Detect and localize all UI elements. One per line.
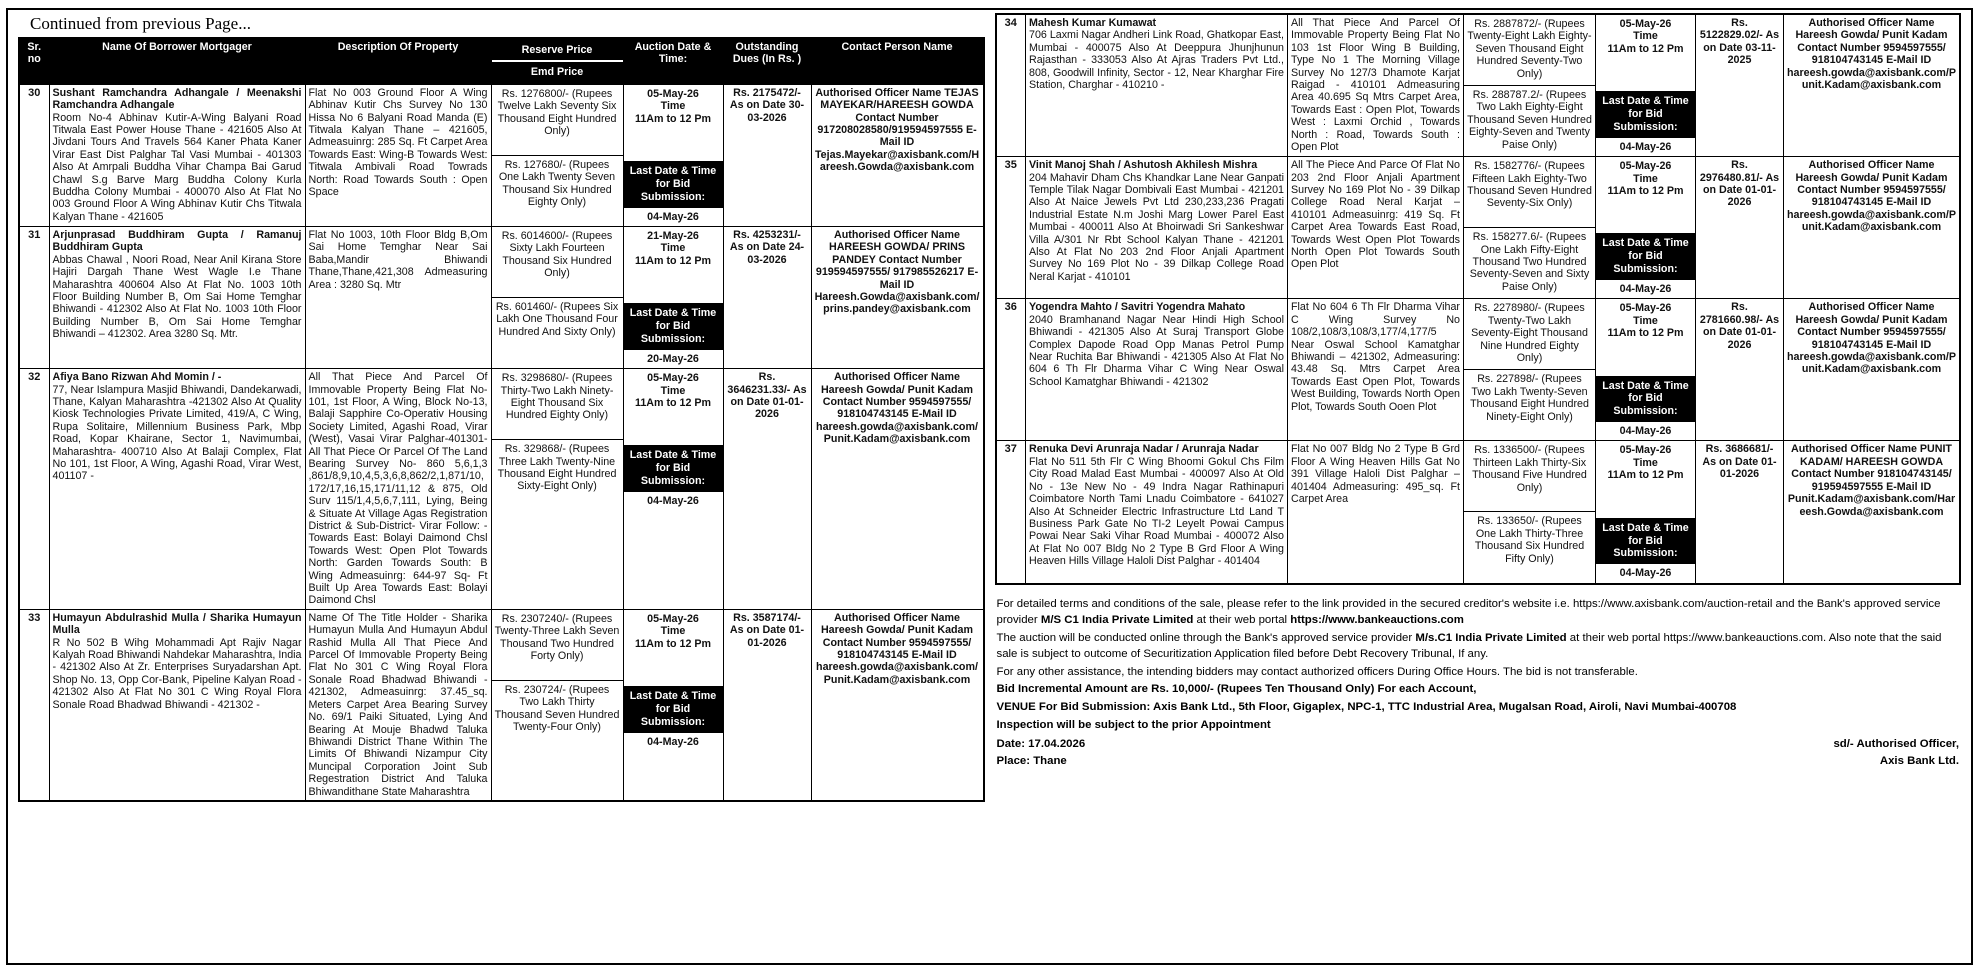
- row-serial: 32: [19, 369, 49, 610]
- footer-text: at their web portal: [1193, 613, 1291, 626]
- row-serial: 31: [19, 226, 49, 368]
- footer-text: Inspection will be subject to the prior Appointment: [996, 719, 1271, 732]
- emd-price-value: Rs. 127680/- (Rupees One Lakh Twenty Seven Thousand Six Hundred Eighty Only): [492, 155, 623, 214]
- row-serial: 33: [19, 609, 49, 801]
- col-header-name: Name Of Borrower Mortgager: [49, 38, 305, 84]
- auction-row: [996, 14, 1961, 157]
- outstanding-dues-cell: Rs. 5122829.02/- As on Date 03-11-2025: [1696, 14, 1784, 157]
- auction-hours: 11Am to 12 Pm: [634, 254, 712, 267]
- right-column: [995, 13, 1962, 957]
- auction-time-label: Time: [1633, 30, 1658, 43]
- auction-time-label: Time: [1633, 314, 1658, 327]
- auction-date-value: 05-May-26: [1619, 160, 1672, 173]
- row-serial: 30: [19, 84, 49, 226]
- borrower-name-cell: [1026, 157, 1288, 299]
- reserve-price-value: Rs. 6014600/- (Rupees Sixty Lakh Fourteen Thousand Six Hundred Only): [501, 229, 613, 280]
- auction-date-value: 21-May-26: [647, 229, 699, 242]
- borrower-name-cell: [49, 369, 305, 610]
- row-serial: 36: [996, 299, 1026, 441]
- auction-time-label: Time: [660, 242, 686, 255]
- emd-price-value: Rs. 601460/- (Rupees Six Lakh One Thousand Four Hundred And Sixty Only): [492, 297, 623, 343]
- left-column: [18, 13, 985, 957]
- borrower-address: 706 Laxmi Nagar Andheri Link Road, Ghatkopar East, Mumbai - 400075 Also At Deeppura Jhunjhunun Rajasthan - 333053 Also At Ajras Traders Pvt Ltd., 808, Goodwill Infinity, Sector - 12, Near Kharghar Fire Station, Charghar - 410210 -: [1029, 29, 1284, 92]
- footer-text: M/s.C1 India Private Limited: [1415, 631, 1567, 644]
- bid-submission-label: Last Date & Time for Bid Submission:: [1596, 376, 1695, 423]
- footer-text: at their web portal https://www.bankeauctions.com. Also note that the said sale is subject to outcome of Securitization Application filed before Debt Recovery Tribunal, If any.: [996, 631, 1942, 660]
- reserve-price-value: Rs. 3298680/- (Rupees Thirty-Two Lakh Ninety-Eight Thousand Six Hundred Eighty Only): [500, 372, 614, 422]
- last-bid-date: 20-May-26: [647, 352, 699, 365]
- reserve-price-value: Rs. 1276800/- (Rupees Twelve Lakh Seventy Six Thousand Eight Hundred Only): [497, 87, 617, 138]
- auction-cell: [623, 226, 723, 368]
- last-bid-date: 04-May-26: [1619, 425, 1672, 438]
- outstanding-dues-cell: Rs. 2175472/- As on Date 30-03-2026: [723, 84, 811, 226]
- footer-text: For detailed terms and conditions of the sale, please refer to the link provided in the secured creditor's website i.e. https://www.axisbank.com/auction-retail and the Bank's approved service provider: [996, 597, 1941, 626]
- row-serial: 37: [996, 441, 1026, 584]
- signature-line-1: sd/- Authorised Officer,: [1833, 738, 1959, 751]
- footer-text: The auction will be conducted online through the Bank's approved service provider: [996, 631, 1416, 644]
- emd-price-value: Rs. 133650/- (Rupees One Lakh Thirty-Three Thousand Six Hundred Fifty Only): [1464, 511, 1595, 570]
- auction-date-value: 05-May-26: [1619, 302, 1672, 315]
- auction-row: [19, 609, 984, 801]
- notice-place: Place: Thane: [996, 755, 1067, 768]
- bid-submission-label: Last Date & Time for Bid Submission:: [1596, 518, 1695, 565]
- borrower-name-cell: [1026, 441, 1288, 584]
- row-serial: 34: [996, 14, 1026, 157]
- col-header-outstanding: Outstanding Dues (In Rs. ): [723, 38, 811, 84]
- outstanding-dues-cell: Rs. 3646231.33/- As on Date 01-01-2026: [723, 369, 811, 610]
- emd-price-value: Rs. 329868/- (Rupees Three Lakh Twenty-Nine Thousand Eight Hundred Sixty-Eight Only): [492, 439, 623, 498]
- outstanding-dues-cell: Rs. 2976480.81/- As on Date 01-01-2026: [1696, 157, 1784, 299]
- auction-date-block: [1596, 15, 1695, 57]
- auction-hours: 11Am to 12 Pm: [1607, 327, 1684, 340]
- footer-text: https://www.bankeauctions.com: [1290, 613, 1464, 626]
- outstanding-dues-cell: Rs. 3587174/- As on Date 01-01-2026: [723, 609, 811, 801]
- auction-date-block: [624, 85, 723, 127]
- auction-cell: [1596, 157, 1696, 299]
- footer-line: [997, 718, 1960, 734]
- last-bid-date: 04-May-26: [1619, 140, 1672, 153]
- borrower-title: Vinit Manoj Shah / Ashutosh Akhilesh Mishra: [1029, 159, 1258, 172]
- col-header-sr: Sr. no: [19, 38, 49, 84]
- property-description-cell: All The Piece And Parce Of Flat No 203 2nd Floor Anjali Apartment Survey No 169 Plot No - 39 Dilkap College Road Neral Karjat – 410101 Admeasuinrg: 419 Sq. Ft Carpet Area Towards East Road, Towards West Open Plot Towards North Open Plot Towards South Open Plot: [1288, 157, 1464, 299]
- auction-row: [996, 157, 1961, 299]
- bid-submission-label: Last Date & Time for Bid Submission:: [624, 303, 723, 350]
- reserve-price-value: Rs. 2887872/- (Rupees Twenty-Eight Lakh Eighty-Seven Thousand Eight Hundred Seventy-Two Only): [1467, 18, 1592, 80]
- price-cell: [1464, 441, 1596, 584]
- property-description-cell: Name Of The Title Holder - Sharika Humayun Mulla And Humayun Abdul Rashid Mulla All That Piece And Parcel Of Immovable Property Being Flat No 301 C Wing Royal Flora Sonale Road Bhadwad Bhiwandi - 421302, Admeasuinrg: 37.45_sq. Meters Carpet Area Bearing Survey No. 69/1 Paiki Situated, Lying And Bearing At Mouje Bhadwd Taluka Bhiwandi District Thane Within The Limits Of Bhiwandi Nizampur City Muncipal Corporation Joint Sub Regestration District And Taluka Bhiwandithane State Maharashtra: [305, 609, 491, 801]
- footer-line: [997, 631, 1960, 663]
- signature-block: [997, 736, 1960, 770]
- col-header-reserve-price: Reserve Price: [521, 44, 593, 56]
- auction-row: [19, 84, 984, 226]
- reserve-price-value: Rs. 2278980/- (Rupees Twenty-Two Lakh Seventy-Eight Thousand Nine Hundred Eighty Only): [1471, 302, 1588, 364]
- outstanding-dues-cell: Rs. 4253231/- As on Date 24-03-2026: [723, 226, 811, 368]
- borrower-title: Yogendra Mahto / Savitri Yogendra Mahato: [1029, 301, 1246, 314]
- borrower-title: Afiya Bano Rizwan Ahd Momin / -: [52, 371, 222, 384]
- bid-submission-label: Last Date & Time for Bid Submission:: [624, 445, 723, 492]
- footer-line: [997, 597, 1960, 629]
- date-place-block: [997, 736, 1086, 770]
- borrower-address: Room No-4 Abhinav Kutir-A-Wing Balyani Road Titwala East Power House Thane - 421605 Also At Jivdani Tours And Travels 564 Kaner Phata Kaner Virar East Dist Palghar Tal Vasi Mumbai - 401303 Also At Amrpali Buddha Vihar Champa Bai Garud Chawl S.g Barve Marg Buddha Colony Kurla Buddha Colony Mumbai - 400070 Also At Flat No 003 Ground Floor A Wing Abhinav Kutir Chs Titwala Kalyan Thane - 421605: [52, 111, 302, 223]
- borrower-address: 2040 Bramhanand Nagar Near Hindi High School Bhiwandi - 421305 Also At Suraj Transport Globe Complex Dapode Road Opp Manas Petrol Pump Near Ruchita Bar Bhiwandi - 421305 Also At Flat No 604 6 Th Flr Dharma Vihar C Wing Near Oswal School Kamatghar Bhiwandi - 421302: [1029, 313, 1284, 388]
- auction-table-left: [18, 37, 985, 802]
- auction-cell: [623, 609, 723, 801]
- auction-date-block: [624, 369, 723, 411]
- bid-submission-label: Last Date & Time for Bid Submission:: [1596, 91, 1695, 138]
- footer-lines: [997, 597, 1960, 735]
- outstanding-dues-cell: Rs. 2781660.98/- As on Date 01-01-2026: [1696, 299, 1784, 441]
- officer-signature: [1833, 736, 1959, 770]
- auction-date-value: 05-May-26: [647, 87, 699, 100]
- auction-cell: [1596, 441, 1696, 584]
- auction-hours: 11Am to 12 Pm: [1607, 469, 1684, 482]
- auction-cell: [1596, 14, 1696, 157]
- auction-row: [19, 369, 984, 610]
- auction-time-label: Time: [660, 625, 686, 638]
- auction-hours: 11Am to 12 Pm: [634, 637, 712, 650]
- col-header-emd-price: Emd Price: [492, 60, 623, 83]
- footer-line: [997, 700, 1960, 716]
- contact-person-cell: Authorised Officer Name Hareesh Gowda/ Punit Kadam Contact Number 9594597555/ 918104743145 E-Mail ID hareesh.gowda@axisbank.com/Punit.Kadam@axisbank.com: [1784, 157, 1961, 299]
- emd-price-value: Rs. 158277.6/- (Rupees One Lakh Fifty-Eight Thousand Two Hundred Seventy-Seven and Sixty Paise Only): [1464, 227, 1595, 298]
- emd-price-value: Rs. 230724/- (Rupees Two Lakh Thirty Thousand Seven Hundred Twenty-Four Only): [492, 680, 623, 739]
- borrower-title: Sushant Ramchandra Adhangale / Meenakshi Ramchandra Adhangale: [52, 86, 302, 112]
- col-header-price: [491, 38, 623, 84]
- last-bid-date: 04-May-26: [647, 735, 699, 748]
- reserve-price-value: Rs. 2307240/- (Rupees Twenty-Three Lakh Seven Thousand Two Hundred Forty Only): [494, 612, 620, 663]
- contact-person-cell: Authorised Officer Name Hareesh Gowda/ Punit Kadam Contact Number 9594597555/ 918104743145 E-Mail ID hareesh.gowda@axisbank.com/Punit.Kadam@axisbank.com: [811, 609, 984, 801]
- page-frame: [6, 8, 1973, 965]
- auction-hours: 11Am to 12 Pm: [634, 112, 712, 125]
- property-description-cell: Flat No 604 6 Th Flr Dharma Vihar C Wing Survey No 108/2,108/3,108/3,177/4,177/5 Near Oswal School Kamatghar Bhiwandi – 421302, Admeasuring: 43.48 Sq. Mtrs Carpet Area Towards East Open Plot, Towards West Building, Towards North Open Plot, Towards South Ooen Plot: [1288, 299, 1464, 441]
- auction-date-block: [624, 227, 723, 269]
- footer-text: Bid Incremental Amount are Rs. 10,000/- (Rupees Ten Thousand Only) For each Account,: [996, 683, 1477, 696]
- auction-table-right: [995, 13, 1962, 585]
- outstanding-dues-cell: Rs. 3686681/- As on Date 01-01-2026: [1696, 441, 1784, 584]
- auction-hours: 11Am to 12 Pm: [1607, 184, 1684, 197]
- contact-person-cell: Authorised Officer Name Hareesh Gowda/ Punit Kadam Contact Number 9594597555/ 918104743145 E-Mail ID hareesh.gowda@axisbank.com/Punit.Kadam@axisbank.com: [1784, 299, 1961, 441]
- property-description-cell: All That Piece And Parcel Of Immovable Property Being Flat No 103 1st Floor Wing B Building, Type No 1 The Morning Village Survey No 127/3 Dhamote Karjat Raigad - 410101 Admeasuring Area 40.695 Sq Mtrs Carpet Area, Towards East : Open Plot, Towards West : Laxmi Orchid , Towards North : Road, Towards South : Open Plot: [1288, 14, 1464, 157]
- auction-date-block: [1596, 299, 1695, 341]
- auction-row: [996, 299, 1961, 441]
- auction-hours: 11Am to 12 Pm: [634, 396, 712, 409]
- property-description-cell: All That Piece And Parcel Of Immovable Property Being Flat No-101, 1st Floor, A Wing, Block No-13, Balaji Sapphire Co-Operativ Housing Society Limited, Agashi Road, Virar (West), Vasai Virar Palghar-401301- All That Piece Or Parcel Of The Land Bearing Survey No- 860 5,6,1,3 ,861/8,9,10,4,5,3,6,8,862/2,1,871/10,172/17,16,15,171/11,12 & 875, Old Surv 115/1,4,5,6,7,111, Lying, Being & Situate At Village Agas Registration District & Sub-District- Virar Follow: -Towards East: Bolayi Daimond Chsl Towards West: Open Plot Towards North: Garden Towards South: B Wing Admeasuinrg: 644-97 Sq- Ft Built Up Area Towards East: Bolayi Daimond Chsl: [305, 369, 491, 610]
- property-description-cell: Flat No 007 Bldg No 2 Type B Grd Floor A Wing Heaven Hills Gat No 391 Village Haloli Dist Palghar – 401404 Admeasuring: 495_sq. Ft Carpet Area: [1288, 441, 1464, 584]
- borrower-address: Flat No 511 5th Flr C Wing Bhoomi Gokul Chs Film City Road Malad East Mumbai - 400097 Also At Old No - 13e New No - 49 Indra Nagar Rathinapuri Coimbatore North Tami Lnadu Coimbatore - 641027 Also At Schneider Electric Infrastructure Ltd Land T Business Park Gate No TI-2 Leyelt Powai Campus Powai Near Saki Vihar Road Mumbai - 400072 Also At Flat No 007 Bldg No 2 Type B Grd Floor A Wing Heaven Hills Village Haloli Dist Palghar - 401404: [1029, 455, 1284, 568]
- reserve-price-value: Rs. 1336500/- (Rupees Thirteen Lakh Thirty-Six Thousand Five Hundred Only): [1472, 444, 1587, 494]
- borrower-address: R No 502 B Wihg Mohammadi Apt Rajiv Nagar Kalyah Road Bhiwandi Nahdekar Maharashtra, India - 421302 Also At Zr. Enterprises Suryadarshan Apt. Shop No. 13, Opp Cor-Bank, Pipeline Kalyan Road - 421302 Also At Flat No 301 C Wing Royal Flora Sonale Road Bhadwad Bhiwandi - 421302 -: [52, 636, 302, 711]
- last-bid-date: 04-May-26: [1619, 282, 1672, 295]
- contact-person-cell: Authorised Officer Name TEJAS MAYEKAR/HAREESH GOWDA Contact Number 917208028580/919594597555 E-Mail ID Tejas.Mayekar@axisbank.com/Hareesh.Gowda@axisbank.com: [811, 84, 984, 226]
- price-cell: [491, 226, 623, 368]
- terms-footer: [995, 585, 1962, 771]
- col-header-auction: Auction Date & Time:: [623, 38, 723, 84]
- auction-cell: [623, 84, 723, 226]
- auction-date-value: 05-May-26: [647, 612, 699, 625]
- borrower-name-cell: [1026, 299, 1288, 441]
- bid-submission-label: Last Date & Time for Bid Submission:: [624, 161, 723, 208]
- auction-time-label: Time: [1633, 172, 1658, 185]
- col-header-description: Description Of Property: [305, 38, 491, 84]
- notice-date: Date: 17.04.2026: [996, 738, 1086, 751]
- contact-person-cell: Authorised Officer Name Hareesh Gowda/ Punit Kadam Contact Number 9594597555/ 918104743145 E-Mail ID hareesh.gowda@axisbank.com/Punit.Kadam@axisbank.com: [811, 369, 984, 610]
- auction-cell: [623, 369, 723, 610]
- borrower-title: Renuka Devi Arunraja Nadar / Arunraja Nadar: [1029, 443, 1259, 456]
- borrower-title: Arjunprasad Buddhiram Gupta / Ramanuj Buddhiram Gupta: [52, 228, 302, 254]
- price-cell: [1464, 157, 1596, 299]
- auction-time-label: Time: [660, 384, 686, 397]
- borrower-title: Humayun Abdulrashid Mulla / Sharika Humayun Mulla: [52, 611, 302, 637]
- footer-text: For any other assistance, the intending bidders may contact authorized officers During Office Hours. The bid is not transferable.: [996, 665, 1638, 678]
- auction-hours: 11Am to 12 Pm: [1607, 42, 1684, 55]
- auction-row: [996, 441, 1961, 584]
- auction-date-value: 05-May-26: [647, 372, 699, 385]
- auction-time-label: Time: [660, 100, 686, 113]
- auction-time-label: Time: [1633, 456, 1658, 469]
- price-cell: [491, 369, 623, 610]
- emd-price-value: Rs. 288787.2/- (Rupees Two Lakh Eighty-Eight Thousand Seven Hundred Eighty-Seven and Twenty Paise Only): [1464, 85, 1595, 156]
- property-description-cell: Flat No 003 Ground Floor A Wing Abhinav Kutir Chs Survey No 130 Hissa No 6 Balyani Road Manda (E) Titwala Kalyan Thane – 421605, Admeasuinrg: 285 Sq. Ft Carpet Area Towards East: Wing-B Towards West: Titwala Ambivali Road Towrads North: Road Towards South : Open Space: [305, 84, 491, 226]
- bid-submission-label: Last Date & Time for Bid Submission:: [624, 686, 723, 733]
- footer-text: M/S C1 India Private Limited: [1040, 613, 1194, 626]
- last-bid-date: 04-May-26: [647, 494, 699, 507]
- continued-note: Continued from previous Page...: [30, 14, 251, 33]
- reserve-price-value: Rs. 1582776/- (Rupees Fifteen Lakh Eighty-Two Thousand Seven Hundred Seventy-Six Only): [1467, 160, 1592, 210]
- auction-date-block: [624, 610, 723, 652]
- price-cell: [491, 609, 623, 801]
- footer-line: [997, 682, 1960, 698]
- price-cell: [1464, 299, 1596, 441]
- contact-person-cell: Authorised Officer Name PUNIT KADAM/ HAREESH GOWDA Contact Number 918104743145/ 919594597555 E-Mail ID Punit.Kadam@axisbank.com/Hareesh.Gowda@axisbank.com: [1784, 441, 1961, 584]
- last-bid-date: 04-May-26: [1619, 567, 1672, 580]
- auction-date-value: 05-May-26: [1619, 18, 1672, 30]
- borrower-name-cell: [49, 84, 305, 226]
- auction-cell: [1596, 299, 1696, 441]
- col-header-contact: Contact Person Name: [811, 38, 984, 84]
- borrower-address: 77, Near Islampura Masjid Bhiwandi, Dandekarwadi, Thane, Kalyan Maharashtra -421302 Also At Quality Kiosk Technologies Private Limited, 419/A, C Wing, Rupa Solitaire, Millennium Business Park, Mbp Road, Kopar Khairane, Sector 1, Navimumbai, Maharashtra- 400710 Also At Balaji Complex, Flat No 101, 1st Floor, A Wing, Agashi Road, Virar West, 401107 -: [52, 383, 302, 483]
- table-header: [19, 38, 984, 84]
- price-cell: [1464, 14, 1596, 157]
- emd-price-value: Rs. 227898/- (Rupees Two Lakh Twenty-Seven Thousand Eight Hundred Ninety-Eight Only): [1464, 369, 1595, 428]
- last-bid-date: 04-May-26: [647, 210, 699, 223]
- borrower-address: Abbas Chawal , Noori Road, Near Anil Kirana Store Hajiri Dargah Thane West Wagle I.e Thane Maharashtra 400604 Also At Flat No. 1003 10th Floor Building Number B, Om Sai Home Temghar Bhiwandi - 412302 Also At Flat No. 1003 10th Floor Building Number B, Om Sai Home Temghar Bhiwandi – 412302. Area 3280 Sq. Mtr.: [52, 253, 302, 341]
- auction-date-block: [1596, 441, 1695, 483]
- borrower-name-cell: [49, 609, 305, 801]
- borrower-address: 204 Mahavir Dham Chs Khandkar Lane Near Ganpati Temple Tilak Nagar Dombivali East Mumbai - 421201 Also At Naice Jewels Pvt Ltd 230,233,236 Pragati Industrial Estate N.m Joshi Marg Lower Parel East Mumbai - 400011 Also At Bhoirwadi Sri Sankeshwar Villa A/301 Nr Rbt School Kalyan Thane - 421201 Also At Flat No 203 2nd Floor Anjali Apartment Survey No 169 Plot No - 39 Dilkap College Road Neral Karjat - 410101: [1029, 171, 1284, 283]
- auction-row: [19, 226, 984, 368]
- auction-date-block: [1596, 157, 1695, 199]
- price-cell: [491, 84, 623, 226]
- footer-line: [997, 665, 1960, 681]
- footer-text: VENUE For Bid Submission: Axis Bank Ltd., 5th Floor, Gigaplex, NPC-1, TTC Industrial Area, Mugalsan Road, Airoli, Navi Mumbai-400708: [996, 701, 1737, 714]
- auction-date-value: 05-May-26: [1619, 444, 1672, 457]
- borrower-name-cell: [49, 226, 305, 368]
- contact-person-cell: Authorised Officer Name Hareesh Gowda/ Punit Kadam Contact Number 9594597555/ 918104743145 E-Mail ID hareesh.gowda@axisbank.com/Punit.Kadam@axisbank.com: [1784, 14, 1961, 157]
- borrower-name-cell: [1026, 14, 1288, 157]
- property-description-cell: Flat No 1003, 10th Floor Bldg B,Om Sai Home Temghar Near Sai Baba,Mandir Bhiwandi Thane,Thane,421,308 Admeasuring Area : 3280 Sq. Mtr: [305, 226, 491, 368]
- borrower-title: Mahesh Kumar Kumawat: [1029, 17, 1157, 29]
- bid-submission-label: Last Date & Time for Bid Submission:: [1596, 233, 1695, 280]
- row-serial: 35: [996, 157, 1026, 299]
- signature-line-2: Axis Bank Ltd.: [1879, 755, 1959, 768]
- contact-person-cell: Authorised Officer Name HAREESH GOWDA/ PRINS PANDEY Contact Number 919594597555/ 917985526217 E-Mail ID Hareesh.Gowda@axisbank.com/prins.pandey@axisbank.com: [811, 226, 984, 368]
